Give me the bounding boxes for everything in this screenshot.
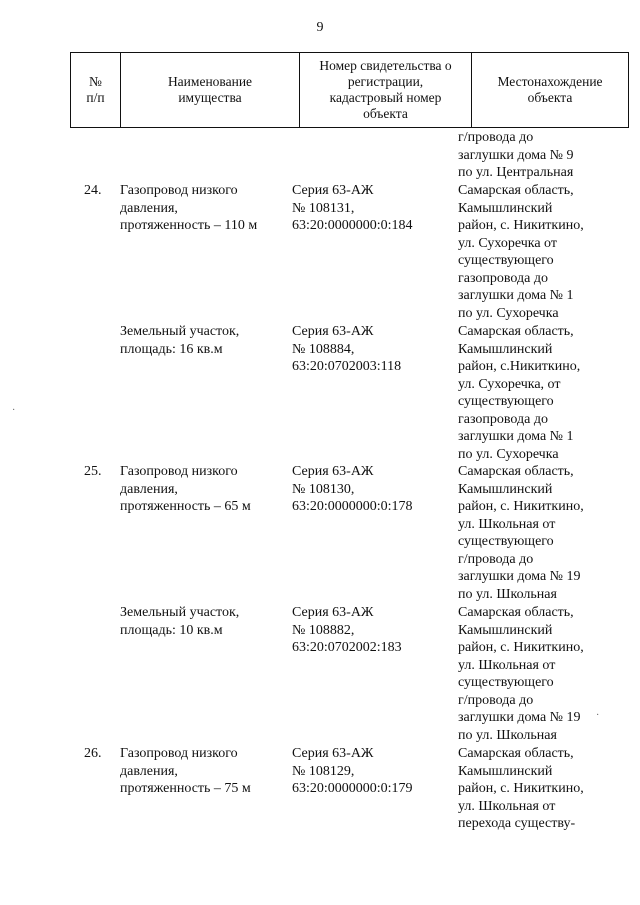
scan-speck: ·	[596, 710, 600, 721]
row-registration: Серия 63-АЖ № 108129, 63:20:0000000:0:179	[292, 746, 413, 796]
row-number: 24.	[84, 183, 102, 198]
row-number: 25.	[84, 464, 102, 479]
continuation-location: г/провода до заглушки дома № 9 по ул. Центральная	[458, 130, 574, 180]
row-location: Самарская область, Камышлинский район, с. Никиткино, ул. Сухоречка от существующего газопровода до заглушки дома № 1 по ул. Сухоречка	[458, 183, 584, 321]
row-location: Самарская область, Камышлинский район, с. Никиткино, ул. Школьная от перехода существу-	[458, 746, 584, 831]
header-registration: Номер свидетельства о регистрации, кадастровый номер объекта	[300, 53, 472, 128]
table-header	[70, 52, 629, 128]
header-name: Наименование имущества	[121, 53, 300, 128]
row-registration: Серия 63-АЖ № 108882, 63:20:0702002:183	[292, 605, 402, 655]
row-location: Самарская область, Камышлинский район, с.Никиткино, ул. Сухоречка, от существующего газопровода до заглушки дома № 1 по ул. Сухоречка	[458, 324, 581, 462]
scan-speck: ·	[12, 405, 16, 416]
header-location: Местонахождение объекта	[472, 53, 629, 128]
page-number: 9	[316, 20, 324, 35]
header-num: № п/п	[71, 53, 121, 128]
row-registration: Серия 63-АЖ № 108131, 63:20:0000000:0:184	[292, 183, 413, 233]
row-registration: Серия 63-АЖ № 108884, 63:20:0702003:118	[292, 324, 402, 374]
row-name: Газопровод низкого давления, протяженность – 75 м	[120, 746, 251, 796]
row-name: Газопровод низкого давления, протяженность – 65 м	[120, 464, 251, 514]
row-registration: Серия 63-АЖ № 108130, 63:20:0000000:0:178	[292, 464, 413, 514]
row-location: Самарская область, Камышлинский район, с. Никиткино, ул. Школьная от существующего г/провода до заглушки дома № 19 по ул. Школьная	[458, 605, 584, 743]
row-name: Газопровод низкого давления, протяженность – 110 м	[120, 183, 258, 233]
row-number: 26.	[84, 746, 102, 761]
row-name: Земельный участок, площадь: 10 кв.м	[120, 605, 240, 638]
row-name: Земельный участок, площадь: 16 кв.м	[120, 324, 240, 357]
row-location: Самарская область, Камышлинский район, с. Никиткино, ул. Школьная от существующего г/провода до заглушки дома № 19 по ул. Школьная	[458, 464, 584, 602]
